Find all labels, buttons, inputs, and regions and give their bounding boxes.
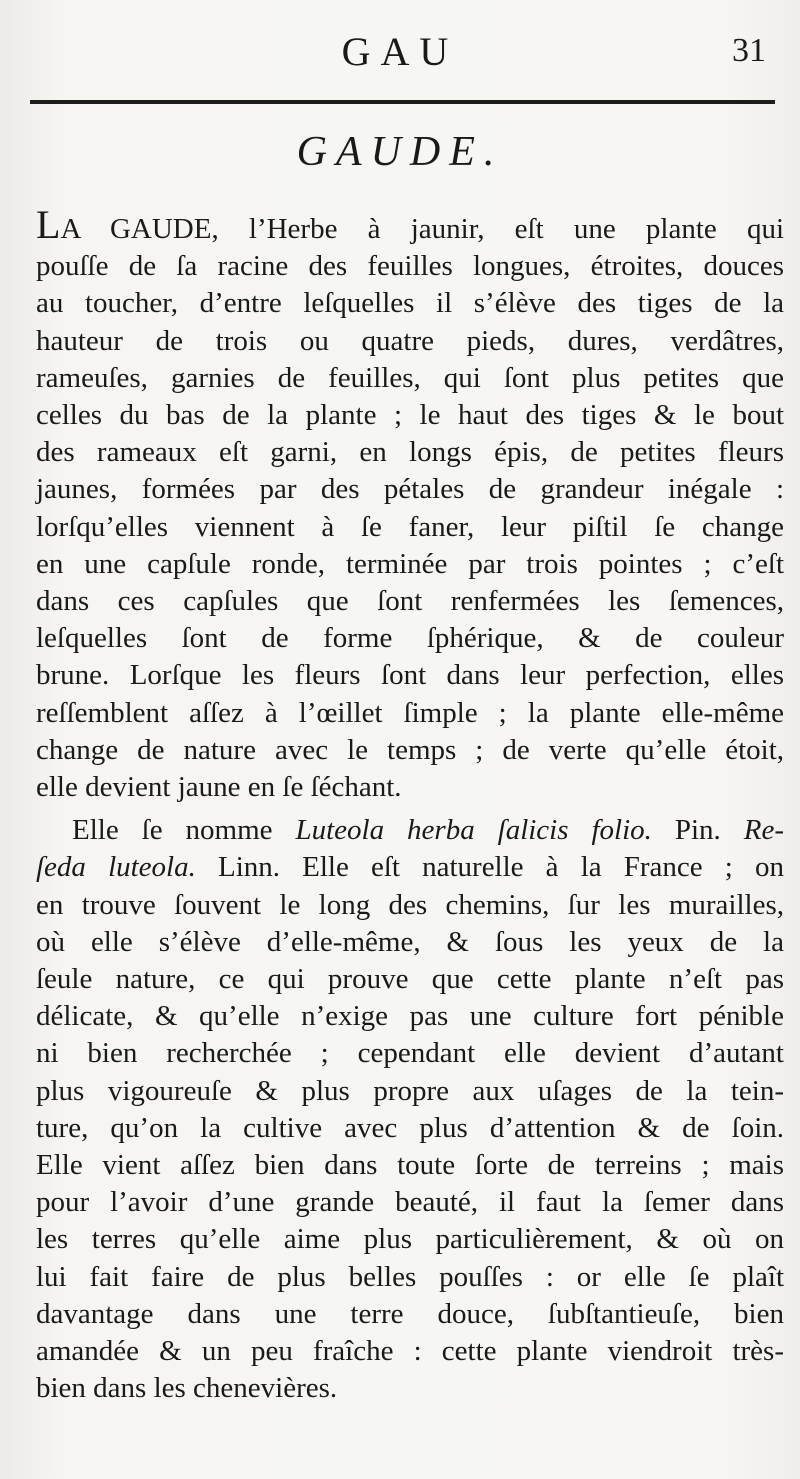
text-run: en une capſule ronde, terminée par trois pointes ; c’eſt xyxy=(36,547,784,580)
text-run: hauteur de trois ou quatre pieds, dures, verdâtres, xyxy=(36,324,784,357)
text-line xyxy=(36,202,784,248)
text-run: jaunes, formées par des pétales de grandeur inégale : xyxy=(36,473,784,506)
text-line xyxy=(36,583,784,620)
text-run: elle devient jaune en ſe ſéchant. xyxy=(36,771,402,804)
header-rule xyxy=(30,100,775,104)
text-line xyxy=(36,360,784,397)
text-line xyxy=(36,732,784,769)
text-line xyxy=(36,397,784,434)
text-run: change de nature avec le temps ; de verte qu’elle étoit, xyxy=(36,733,784,766)
text-line xyxy=(36,323,784,360)
drop-cap: L xyxy=(36,202,61,247)
text-run: celles du bas de la plante ; le haut des tiges & le bout xyxy=(36,399,784,432)
text-run: au toucher, d’entre leſquelles il s’élève des tiges de la xyxy=(36,287,784,320)
text-run: Elle vient aſſez bien dans toute ſorte de terreins ; mais xyxy=(36,1149,784,1182)
text-run: ni bien recherchée ; cependant elle devient d’autant xyxy=(36,1037,784,1070)
text-line xyxy=(36,285,784,322)
text-line xyxy=(36,998,784,1035)
text-line xyxy=(36,509,784,546)
text-run: en trouve ſouvent le long des chemins, ſur les murailles, xyxy=(36,888,784,921)
text-run: des rameaux eſt garni, en longs épis, de petites fleurs xyxy=(36,436,784,469)
text-run: reſſemblent aſſez à l’œillet ſimple ; la plante elle-même xyxy=(36,696,784,729)
text-line xyxy=(36,812,784,849)
text-line xyxy=(36,1333,784,1370)
text-run: lui fait faire de plus belles pouſſes : or elle ſe plaît xyxy=(36,1260,784,1293)
text-line xyxy=(36,887,784,924)
text-run: dans ces capſules que ſont renfermées les ſemences, xyxy=(36,585,784,618)
text-line xyxy=(36,1073,784,1110)
text-run: brune. Lorſque les fleurs ſont dans leur perfection, elles xyxy=(36,659,784,692)
text-run: A GAUDE, l’Herbe à jaunir, eſt une plante qui xyxy=(60,213,784,245)
section-title: GAUDE. xyxy=(296,129,504,175)
text-run: plus vigoureuſe & plus propre aux uſages de la tein- xyxy=(36,1074,784,1107)
text-run: délicate, & qu’elle n’exige pas une culture fort pénible xyxy=(36,1000,784,1033)
text-run: pouſſe de ſa racine des feuilles longues, étroites, douces xyxy=(36,250,784,283)
text-line xyxy=(36,1370,784,1407)
text-line xyxy=(36,471,784,508)
text-line xyxy=(36,1035,784,1072)
text-line xyxy=(36,849,784,886)
italic-text: Luteola herba ſalicis folio. xyxy=(295,814,652,847)
paragraph xyxy=(36,812,784,1407)
text-run: Linn. Elle eſt naturelle à la France ; on xyxy=(195,851,784,884)
text-line xyxy=(36,695,784,732)
text-run: ſeule nature, ce qui prouve que cette plante n’eſt pas xyxy=(36,963,784,996)
text-line xyxy=(36,546,784,583)
text-line xyxy=(36,248,784,285)
text-line xyxy=(36,620,784,657)
text-line xyxy=(36,1221,784,1258)
text-line xyxy=(36,961,784,998)
page-number: 31 xyxy=(732,32,766,69)
text-run: Elle ſe nomme xyxy=(72,814,296,847)
text-run: les terres qu’elle aime plus particulièrement, & où on xyxy=(36,1223,784,1256)
text-line xyxy=(36,924,784,961)
paragraph xyxy=(36,202,784,806)
text-line xyxy=(36,1184,784,1221)
text-run: pour l’avoir d’une grande beauté, il faut la ſemer dans xyxy=(36,1186,784,1219)
text-run: davantage dans une terre douce, ſubſtantieuſe, bien xyxy=(36,1297,784,1330)
text-line xyxy=(36,769,784,806)
text-run: lorſqu’elles viennent à ſe faner, leur piſtil ſe change xyxy=(36,510,784,543)
text-run: amandée & un peu fraîche : cette plante viendroit très- xyxy=(36,1335,784,1368)
text-line xyxy=(36,434,784,471)
italic-text: Re- xyxy=(743,814,784,847)
text-line xyxy=(36,1259,784,1296)
text-run: rameuſes, garnies de feuilles, qui ſont plus petites que xyxy=(36,361,784,394)
text-line xyxy=(36,1296,784,1333)
text-run: Pin. xyxy=(651,814,744,847)
text-line xyxy=(36,1110,784,1147)
text-line xyxy=(36,657,784,694)
text-line xyxy=(36,1147,784,1184)
text-run: ture, qu’on la cultive avec plus d’attention & de ſoin. xyxy=(36,1111,784,1144)
text-run: bien dans les chenevières. xyxy=(36,1372,338,1405)
text-run: où elle s’élève d’elle-même, & ſous les yeux de la xyxy=(36,925,784,958)
body-text xyxy=(36,202,784,1408)
italic-text: ſeda luteola. xyxy=(36,851,196,884)
running-head xyxy=(0,28,800,78)
text-run: leſquelles ſont de forme ſphérique, & de couleur xyxy=(36,622,784,655)
running-title: GAU xyxy=(341,29,459,74)
